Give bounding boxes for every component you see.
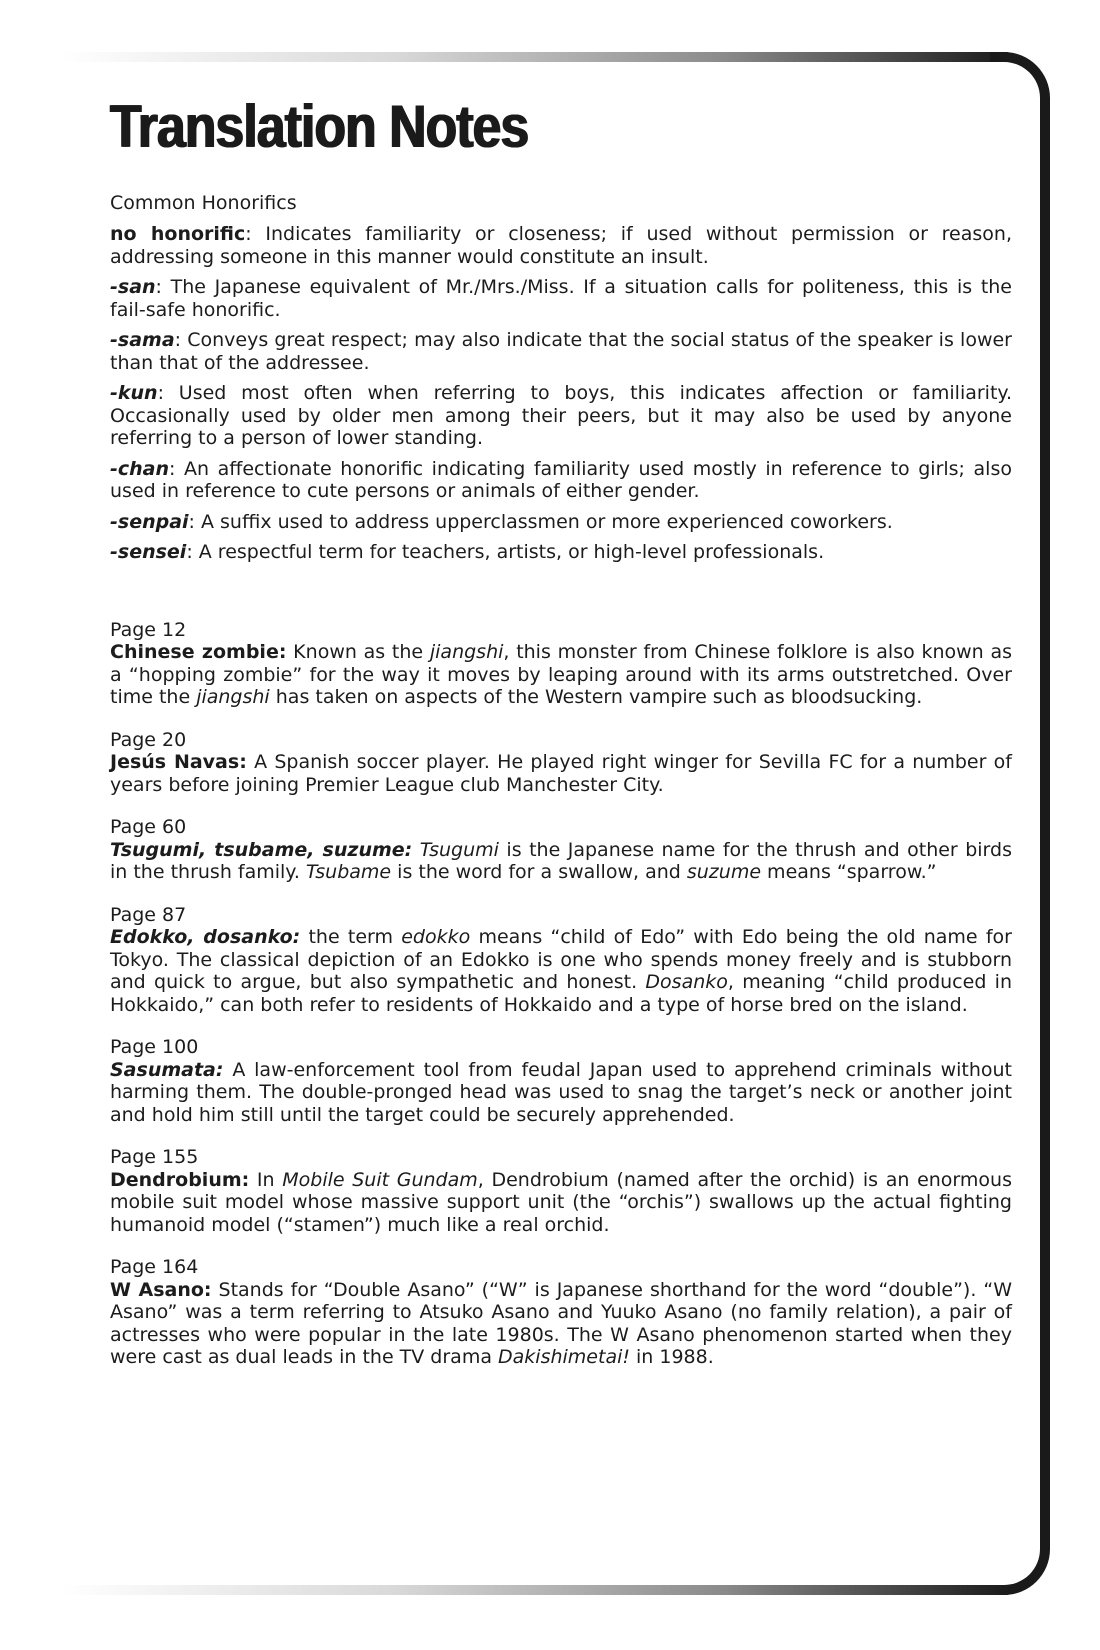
- note-italic-text: Tsubame: [305, 861, 392, 883]
- note-text: , this monster from Chinese folklore is also known as a “hopping zombie” for the way it moves by leaping around with its arms outstretched. Over time the: [110, 641, 1013, 708]
- honorific-definition: : An affectionate honorific indicating familiarity used mostly in reference to girls; also used in reference to cute persons or animals of either gender.: [110, 457, 1012, 502]
- honorific-term: -san: [110, 276, 156, 298]
- translation-note: [110, 904, 1012, 1017]
- note-page-number: Page 60: [110, 816, 187, 838]
- honorific-term: no honorific: [110, 223, 246, 245]
- note-italic-text: edokko: [401, 926, 471, 948]
- honorific-definition: : A suffix used to address upperclassmen or more experienced coworkers.: [188, 510, 893, 533]
- note-italic-text: Dakishimetai!: [498, 1346, 630, 1368]
- note-text: means “child of Edo” with Edo being the old name for Tokyo. The classical depiction of an Edokko is one who spends money freely and is stubborn and quick to argue, but also sympathetic and honest.: [110, 926, 1012, 993]
- note-italic-text: Dosanko: [645, 971, 728, 993]
- honorific-entry: [110, 276, 1012, 321]
- note-term: Jesús Navas:: [110, 751, 247, 773]
- note-term: Sasumata:: [110, 1058, 224, 1081]
- honorific-term: -chan: [110, 457, 170, 480]
- note-text: the term: [300, 926, 402, 948]
- note-page-number: Page 20: [110, 728, 187, 751]
- note-page-number: Page 164: [110, 1256, 199, 1278]
- note-term: W Asano:: [110, 1278, 212, 1301]
- honorific-definition: : The Japanese equivalent of Mr./Mrs./Miss. If a situation calls for politeness, this is the fail-safe honorific.: [110, 276, 1012, 321]
- note-text: is the word for a swallow, and: [391, 861, 687, 883]
- honorific-term: -kun: [110, 382, 158, 404]
- honorifics-heading: Common Honorifics: [110, 192, 297, 214]
- note-term: Tsugumi, tsubame, suzume:: [110, 838, 413, 861]
- translation-note: [110, 1036, 1012, 1126]
- note-text: , Dendrobium (named after the orchid) is an enormous mobile suit model whose massive support unit (the “orchis”) swallows up the actual fighting humanoid model (“stamen”) much like a real orchid.: [110, 1168, 1012, 1236]
- translation-note: [110, 1146, 1012, 1236]
- note-term: Chinese zombie:: [110, 641, 287, 663]
- note-italic-text: suzume: [686, 861, 762, 883]
- note-text: A Spanish soccer player. He played right winger for Sevilla FC for a number of years before joining Premier League club Manchester City.: [110, 751, 1012, 796]
- note-page-number: Page 155: [110, 1146, 199, 1168]
- honorific-term: -sensei: [110, 541, 187, 563]
- note-text: is the Japanese name for the thrush and other birds in the thrush family.: [110, 838, 1012, 883]
- honorific-entry: [110, 223, 1012, 268]
- note-italic-text: jiangshi: [429, 641, 504, 663]
- note-text: Known as the: [286, 641, 430, 663]
- honorific-definition: : Conveys great respect; may also indicate that the social status of the speaker is lower than that of the addressee.: [110, 329, 1012, 374]
- note-page-number: Page 87: [110, 903, 187, 926]
- note-italic-text: Mobile Suit Gundam: [282, 1168, 478, 1191]
- translation-note: [110, 619, 1012, 709]
- translation-note: [110, 729, 1012, 797]
- honorific-entry: [110, 329, 1012, 374]
- page-content: [110, 92, 1012, 1389]
- honorific-entry: [110, 382, 1012, 450]
- note-text: In: [249, 1168, 283, 1191]
- note-term: Edokko, dosanko:: [110, 926, 301, 948]
- note-text: means “sparrow.”: [761, 861, 937, 883]
- note-text: [412, 839, 419, 861]
- frame-top-border: [60, 52, 1010, 62]
- page-title: Translation Notes: [110, 93, 529, 160]
- translation-note: [110, 816, 1012, 884]
- honorifics-section: [110, 192, 1012, 564]
- honorific-entry: [110, 541, 1012, 564]
- honorific-definition: : A respectful term for teachers, artists, or high-level professionals.: [186, 541, 825, 563]
- note-italic-text: Tsugumi: [419, 838, 499, 861]
- note-page-number: Page 12: [110, 618, 187, 641]
- translation-note: [110, 1256, 1012, 1369]
- honorific-definition: : Indicates familiarity or closeness; if used without permission or reason, addressing someone in this manner would constitute an insult.: [110, 223, 1012, 268]
- honorific-entry: [110, 511, 1012, 534]
- note-text: A law-enforcement tool from feudal Japan used to apprehend criminals without harming them. The double-pronged head was used to snag the target’s neck or another joint and hold him still until the target could be securely apprehended.: [110, 1058, 1012, 1126]
- honorific-entry: [110, 458, 1012, 503]
- note-page-number: Page 100: [110, 1036, 199, 1058]
- note-italic-text: jiangshi: [196, 686, 270, 708]
- note-term: Dendrobium:: [110, 1168, 250, 1191]
- frame-bottom-border: [60, 1585, 1010, 1595]
- note-text: in 1988.: [629, 1346, 714, 1368]
- note-text: , meaning “child produced in Hokkaido,” can both refer to residents of Hokkaido and a type of horse bred on the island.: [110, 971, 1012, 1016]
- honorific-definition: : Used most often when referring to boys, this indicates affection or familiarity. Occasionally used by older men among their peers, but it may also be used by anyone referring to a person of lower standing.: [110, 382, 1012, 449]
- honorific-term: -sama: [110, 329, 175, 351]
- honorific-term: -senpai: [110, 510, 189, 533]
- note-text: Stands for “Double Asano” (“W” is Japanese shorthand for the word “double”). “W Asano” was a term referring to Atsuko Asano and Yuuko Asano (no family relation), a pair of actresses who were popular in the late 1980s. The W Asano phenomenon started when they were cast as dual leads in the TV drama: [110, 1278, 1012, 1368]
- note-text: has taken on aspects of the Western vampire such as bloodsucking.: [269, 686, 923, 708]
